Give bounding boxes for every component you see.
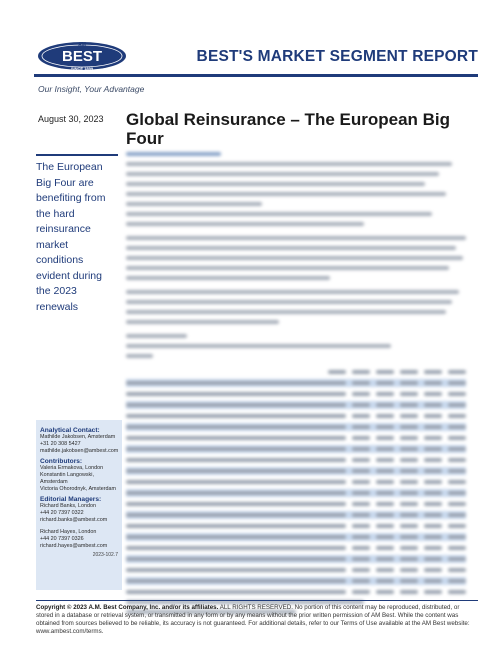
editorial-managers-heading: Editorial Managers: (40, 496, 102, 503)
copyright-footer (36, 604, 478, 636)
contributor-line: Amsterdam (40, 479, 68, 485)
analytical-contact-email[interactable]: mathilde.jakobsen@ambest.com (40, 448, 119, 454)
logo-best-text: BEST (61, 48, 103, 65)
header-divider (34, 74, 478, 77)
contributor-line: Valeria Ermakova, London (40, 465, 104, 471)
editorial-manager-phone: +44 20 7397 0326 (40, 536, 84, 542)
contacts-sidebar (36, 420, 122, 590)
footer-divider (36, 600, 478, 601)
document-code: 2023-102.7 (92, 552, 118, 558)
pull-quote: The European Big Four are benefiting from the hard reinsurance market conditions evident during the 2023 renewals (36, 154, 118, 315)
editorial-manager-email[interactable]: richard.hayes@ambest.com (40, 543, 108, 549)
analytical-contact-name: Mathilde Jakobsen, Amsterdam (40, 434, 116, 440)
logo-am-text: AM (78, 42, 86, 48)
copyright-strong: Copyright © 2023 A.M. Best Company, Inc. and/or its affiliates. (36, 604, 219, 611)
page-title: Global Reinsurance – The European Big Four (126, 110, 451, 148)
blurred-report-body (126, 152, 466, 582)
contributor-line: Victoria Ohorodnyk, Amsterdam (40, 486, 116, 492)
editorial-manager-email[interactable]: richard.banks@ambest.com (40, 517, 108, 523)
tagline: Our Insight, Your Advantage (38, 84, 145, 94)
copyright-text: ALL RIGHTS RESERVED. No portion of this content may be reproduced, distributed, or stored in a database or retrieval system, or transmitted in any form or by any means without the prior written permission of AM Best. While the content was obtained from sources believed to be reliable, its accuracy is not guaranteed. For additional details, refer to our Terms of Use available at the AM Best website: www.ambest.com/terms. (36, 604, 470, 635)
report-header (0, 0, 500, 82)
report-date: August 30, 2023 (38, 114, 104, 124)
editorial-manager-name: Richard Hayes, London (40, 529, 97, 535)
analytical-contact-phone: +31 20 308 5427 (40, 441, 81, 447)
report-title-rest: MARKET SEGMENT REPORT (257, 48, 478, 65)
contributors-heading: Contributors: (40, 458, 83, 465)
report-title (197, 48, 478, 66)
report-title-strong: BEST'S (196, 48, 254, 65)
editorial-manager-phone: +44 20 7397 0322 (40, 510, 84, 516)
logo-since-text: SINCE 1899 (70, 66, 94, 71)
am-best-logo (36, 38, 128, 74)
contributor-line: Konstantin Langowski, (40, 472, 94, 478)
analytical-contact-heading: Analytical Contact: (40, 427, 100, 434)
editorial-manager-name: Richard Banks, London (40, 503, 97, 509)
